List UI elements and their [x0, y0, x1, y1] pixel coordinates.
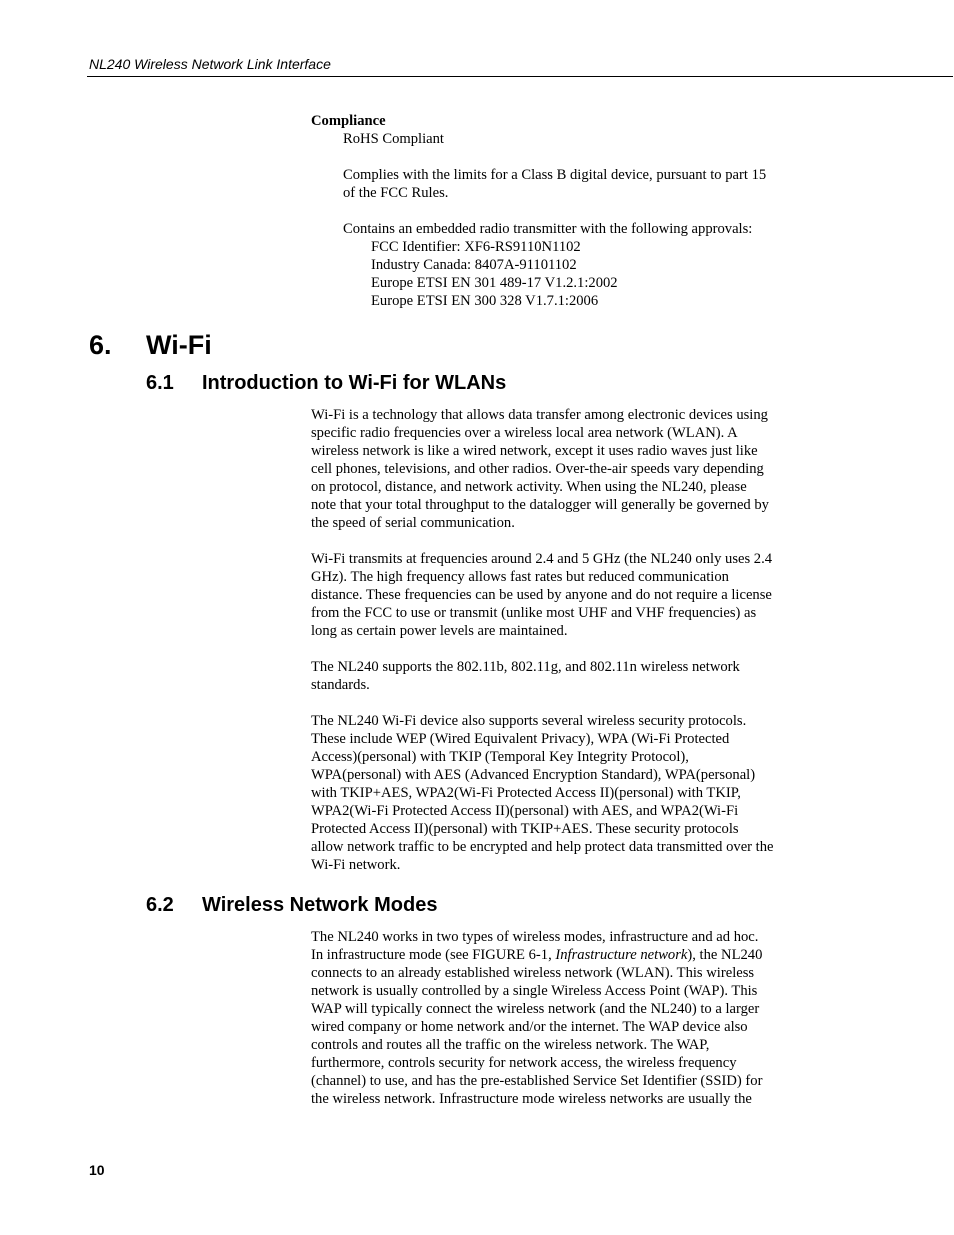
section-heading-6-2: [146, 893, 437, 917]
section-number: 6.1: [146, 372, 174, 394]
text-fragment: In infrastructure mode (see FIGURE 6-1,: [311, 947, 556, 963]
text-line: on protocol, distance, and network activity. When using the NL240, please: [311, 479, 747, 495]
text-line: The NL240 works in two types of wireless modes, infrastructure and ad hoc.: [311, 929, 759, 945]
text-line: These include WEP (Wired Equivalent Privacy), WPA (Wi-Fi Protected: [311, 731, 730, 747]
approval-item: Industry Canada: 8407A-91101102: [371, 257, 577, 273]
text-fragment: ), the NL240: [687, 947, 763, 963]
text-line: cell phones, televisions, and other radios. Over-the-air speeds vary depending: [311, 461, 764, 477]
text-line: The NL240 supports the 802.11b, 802.11g, and 802.11n wireless network: [311, 659, 740, 675]
text-line: with TKIP+AES, WPA2(Wi-Fi Protected Access II)(personal) with TKIP,: [311, 785, 741, 801]
compliance-title: Compliance: [311, 113, 386, 129]
radio-intro: Contains an embedded radio transmitter with the following approvals:: [343, 221, 753, 237]
text-line: wired company or home network and/or the internet. The WAP device also: [311, 1019, 748, 1035]
section-number: 6.2: [146, 894, 174, 916]
text-line: Wi-Fi network.: [311, 857, 401, 873]
text-line: Access)(personal) with TKIP (Temporal Key Integrity Protocol),: [311, 749, 689, 765]
text-line: wireless network is like a wired network, except it uses radio waves just like: [311, 443, 758, 459]
approval-item: FCC Identifier: XF6-RS9110N1102: [371, 239, 581, 255]
header-rule: [87, 76, 953, 77]
text-line: distance. These frequencies can be used by anyone and do not require a license: [311, 587, 772, 603]
approval-item: Europe ETSI EN 301 489-17 V1.2.1:2002: [371, 275, 618, 291]
paragraph: [311, 406, 811, 532]
text-line: note that your total throughput to the datalogger will generally be governed by: [311, 497, 769, 513]
section-title: Wireless Network Modes: [202, 894, 438, 916]
text-line: of the FCC Rules.: [343, 185, 449, 201]
section-6-1-body: [311, 406, 811, 874]
text-line: standards.: [311, 677, 370, 693]
text-line: long as certain power levels are maintained.: [311, 623, 568, 639]
page-number: 10: [89, 1162, 105, 1178]
text-line: controls and routes all the traffic on the wireless network. The WAP,: [311, 1037, 710, 1053]
text-line: The NL240 Wi-Fi device also supports several wireless security protocols.: [311, 713, 747, 729]
text-line: specific radio frequencies over a wireless local area network (WLAN). A: [311, 425, 738, 441]
text-line: connects to an already established wireless network (WLAN). This wireless: [311, 965, 755, 981]
text-line: the wireless network. Infrastructure mode wireless networks are usually the: [311, 1091, 752, 1107]
text-line: WPA2(Wi-Fi Protected Access II)(personal) with AES, and WPA2(Wi-Fi: [311, 803, 739, 819]
text-line: WAP will typically connect the wireless network (and the NL240) to a larger: [311, 1001, 760, 1017]
running-header-title: NL240 Wireless Network Link Interface: [89, 56, 331, 72]
section-6-2-body: [311, 928, 811, 1108]
figure-reference-italic: Infrastructure network: [555, 947, 688, 963]
approval-item: Europe ETSI EN 300 328 V1.7.1:2006: [371, 293, 599, 309]
text-line: Protected Access II)(personal) with TKIP+AES. These security protocols: [311, 821, 739, 837]
section-heading-6-1: [146, 371, 506, 395]
section-title: Introduction to Wi-Fi for WLANs: [202, 372, 507, 394]
text-line: Complies with the limits for a Class B digital device, pursuant to part 15: [343, 167, 767, 183]
rohs-line: RoHS Compliant: [343, 131, 444, 147]
compliance-block: [311, 112, 811, 310]
text-line: (channel) to use, and has the pre-established Service Set Identifier (SSID) for: [311, 1073, 763, 1089]
chapter-number: 6.: [89, 330, 112, 360]
text-line: allow network traffic to be encrypted and help protect data transmitted over the: [311, 839, 774, 855]
paragraph: [311, 712, 811, 874]
chapter-title: Wi-Fi: [146, 330, 212, 360]
chapter-heading: [89, 329, 212, 361]
fcc-compliance-paragraph: [343, 166, 811, 202]
approval-list: [371, 238, 811, 310]
text-line: from the FCC to use or transmit (unlike most UHF and VHF frequencies) as: [311, 605, 757, 621]
paragraph: [311, 658, 811, 694]
text-line: WPA(personal) with AES (Advanced Encryption Standard), WPA(personal): [311, 767, 756, 783]
text-line: Wi-Fi transmits at frequencies around 2.4 and 5 GHz (the NL240 only uses 2.4: [311, 551, 773, 567]
text-line: the speed of serial communication.: [311, 515, 515, 531]
text-line: [311, 946, 811, 964]
text-line: GHz). The high frequency allows fast rates but reduced communication: [311, 569, 729, 585]
text-line: furthermore, controls security for network access, the wireless frequency: [311, 1055, 737, 1071]
text-line: network is usually controlled by a single Wireless Access Point (WAP). This: [311, 983, 758, 999]
text-line: Wi-Fi is a technology that allows data transfer among electronic devices using: [311, 407, 768, 423]
paragraph: [311, 928, 811, 1108]
paragraph: [311, 550, 811, 640]
